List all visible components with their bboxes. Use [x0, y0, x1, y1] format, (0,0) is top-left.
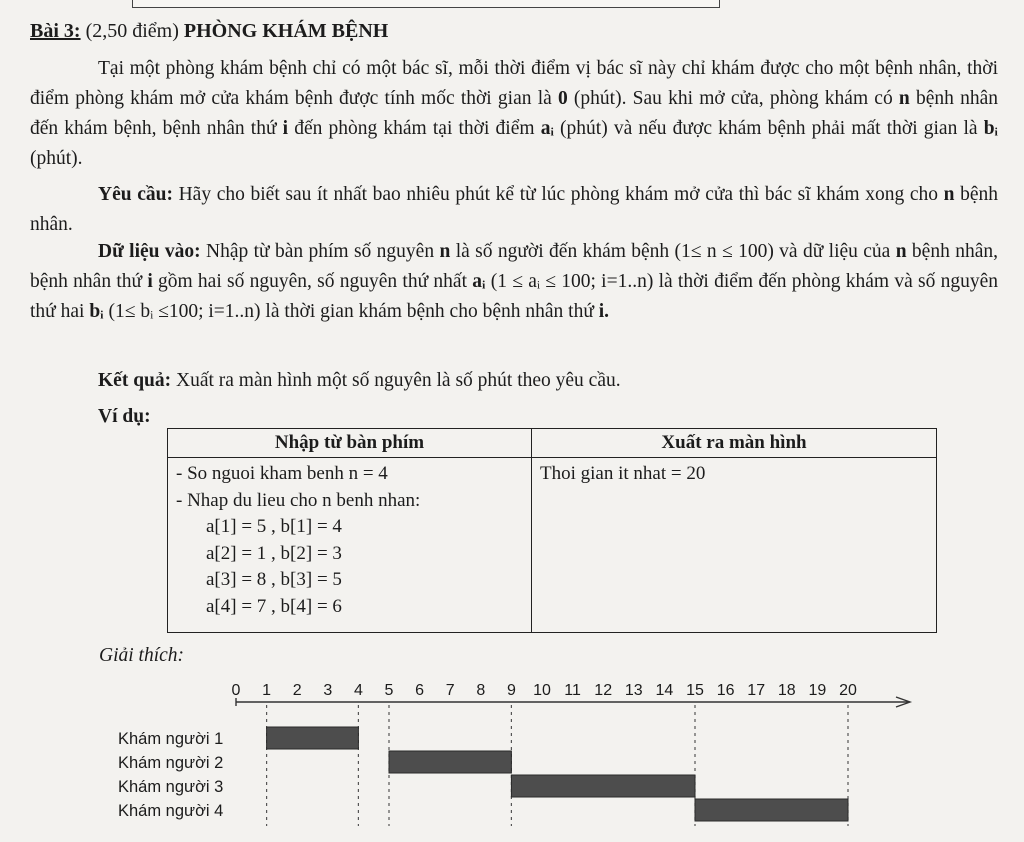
gantt-bar: [511, 775, 695, 797]
tick-label: 17: [747, 682, 766, 699]
gantt-bar: [389, 751, 511, 773]
tick-label: 12: [594, 682, 613, 699]
row-label: Khám người 2: [118, 754, 224, 772]
tick-label: 3: [323, 682, 333, 699]
input-line: a[2] = 1 , b[2] = 3: [206, 542, 342, 564]
input-line: a[3] = 8 , b[3] = 5: [206, 569, 342, 590]
tick-label: 16: [716, 682, 735, 699]
tick-label: 2: [292, 682, 302, 699]
tick-label: 6: [415, 682, 425, 699]
requirement-paragraph: Yêu cầu: Hãy cho biết sau ít nhất bao nhiêu phút kể từ lúc phòng khám mở cửa thì bác sĩ khám xong cho n bệnh nhân.: [30, 184, 999, 235]
tick-label: 4: [353, 682, 363, 699]
tick-label: 7: [445, 682, 455, 699]
header-output: Xuất ra màn hình: [532, 429, 937, 458]
tick-label: 8: [476, 682, 486, 699]
row-label: Khám người 4: [118, 802, 224, 820]
example-label: Ví dụ:: [98, 406, 151, 427]
gantt-bar: [695, 799, 848, 821]
tick-label: 9: [506, 682, 516, 699]
input-line: - Nhap du lieu cho n benh nhan:: [176, 489, 421, 511]
tick-label: 13: [624, 682, 643, 699]
input-paragraph: Dữ liệu vào: Nhập từ bàn phím số nguyên n là số người đến khám bệnh (1≤ n ≤ 100) và dữ liệu của n bệnh nhân, bệnh nhân thứ i gồm hai số nguyên, số nguyên thứ nhất aᵢ (1 ≤ aᵢ ≤ 100; i=1..n) là thời điểm đến phòng khám và số nguyên thứ hai bᵢ (1≤ bᵢ ≤100; i=1..n) là thời gian khám bệnh cho bệnh nhân thứ i.: [30, 241, 999, 322]
row-label: Khám người 3: [118, 778, 224, 796]
output-line: Thoi gian it nhat = 20: [540, 463, 706, 484]
tick-label: 0: [231, 682, 241, 699]
problem-title: Bài 3: (2,50 điểm) PHÒNG KHÁM BỆNH: [30, 20, 389, 42]
tick-label: 14: [655, 682, 674, 699]
tick-label: 11: [564, 682, 581, 699]
tick-label: 10: [533, 682, 551, 699]
input-line: a[4] = 7 , b[4] = 6: [206, 595, 342, 617]
tick-label: 18: [777, 682, 796, 699]
input-line: - So nguoi kham benh n = 4: [176, 463, 388, 484]
tick-label: 5: [384, 682, 394, 699]
tick-label: 1: [262, 682, 272, 699]
intro-paragraph: Tại một phòng khám bệnh chỉ có một bác sĩ, mỗi thời điểm vị bác sĩ này chỉ khám được cho một bệnh nhân, thời điểm phòng khám mở cửa khám bệnh được tính mốc thời gian là 0 (phút). Sau khi mở cửa, phòng khám có n bệnh nhân đến khám bệnh, bệnh nhân thứ i đến phòng khám tại thời điểm aᵢ (phút) và nếu được khám bệnh phải mất thời gian là bᵢ (phút).: [30, 58, 998, 169]
output-paragraph: Kết quả: Xuất ra màn hình một số nguyên là số phút theo yêu cầu.: [98, 370, 621, 391]
row-label: Khám người 1: [118, 730, 224, 748]
tick-label: 15: [686, 682, 704, 699]
input-line: a[1] = 5 , b[1] = 4: [206, 516, 342, 537]
header-input: Nhập từ bàn phím: [168, 429, 532, 458]
gantt-bar: [267, 727, 359, 749]
explanation-label: Giải thích:: [99, 645, 185, 666]
tick-label: 19: [808, 682, 827, 699]
tick-label: 20: [839, 682, 857, 699]
